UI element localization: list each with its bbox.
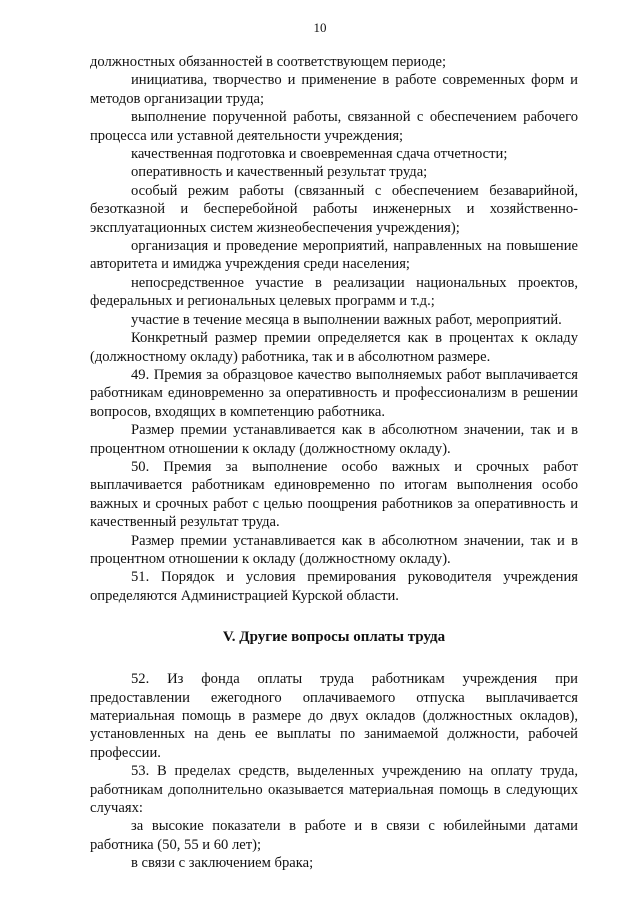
paragraph: участие в течение месяца в выполнении важных работ, мероприятий.	[131, 311, 562, 328]
page-number: 10	[313, 20, 327, 35]
paragraph: выполнение порученной работы, связанной с обеспечением рабочего процесса или уставной деятельности учреждения;	[90, 109, 578, 144]
document-body	[90, 53, 578, 873]
paragraph-item-51: 51. Порядок и условия премирования руководителя учреждения определяются Администрацией Курской области.	[90, 569, 578, 604]
section-heading: V. Другие вопросы оплаты труда	[222, 629, 446, 646]
paragraph-item-52: 52. Из фонда оплаты труда работникам учреждения при предоставлении ежегодного оплачиваемого отпуска выплачивается материальная помощь в размере до двух окладов (должностных окладов), установленных на день ее выплаты по занимаемой должности, рабочей профессии.	[90, 671, 578, 761]
paragraph: особый режим работы (связанный с обеспечением безаварийной, безотказной и бесперебойной работы инженерных и хозяйственно-эксплуатационных систем жизнеобеспечения учреждения);	[90, 182, 578, 236]
paragraph: непосредственное участие в реализации национальных проектов, федеральных и региональных целевых программ и т.д.;	[90, 274, 578, 310]
paragraph: Размер премии устанавливается как в абсолютном значении, так и в процентном отношении к окладу (должностному окладу).	[90, 532, 578, 567]
paragraph: Размер премии устанавливается как в абсолютном значении, так и в процентном отношении к окладу (должностному окладу).	[90, 422, 578, 457]
paragraph: качественная подготовка и своевременная сдача отчетности;	[131, 146, 508, 163]
paragraph-item-50: 50. Премия за выполнение особо важных и срочных работ выплачивается работникам единовременно по итогам выполнения особо важных и срочных работ с целью поощрения работников за оперативность и качественный результат труда.	[90, 458, 578, 531]
paragraph: Конкретный размер премии определяется как в процентах к окладу (должностному окладу) работника, так и в абсолютном размере.	[90, 330, 578, 365]
paragraph: оперативность и качественный результат труда;	[131, 164, 428, 181]
paragraph-item-49: 49. Премия за образцовое качество выполняемых работ выплачивается работникам единовременно за оперативность и профессионализм в решении вопросов, входящих в компетенцию работника.	[90, 366, 578, 420]
paragraph: должностных обязанностей в соответствующем периоде;	[90, 54, 447, 70]
paragraph: инициатива, творчество и применение в работе современных форм и методов организации труда;	[90, 72, 578, 107]
paragraph: за высокие показатели в работе и в связи с юбилейными датами работника (50, 55 и 60 лет);	[90, 818, 578, 853]
paragraph: в связи с заключением брака;	[131, 855, 314, 872]
paragraph-item-53: 53. В пределах средств, выделенных учреждению на оплату труда, работникам дополнительно оказывается материальная помощь в следующих случаях:	[90, 763, 578, 817]
paragraph: организация и проведение мероприятий, направленных на повышение авторитета и имиджа учреждения среди населения;	[90, 238, 578, 273]
